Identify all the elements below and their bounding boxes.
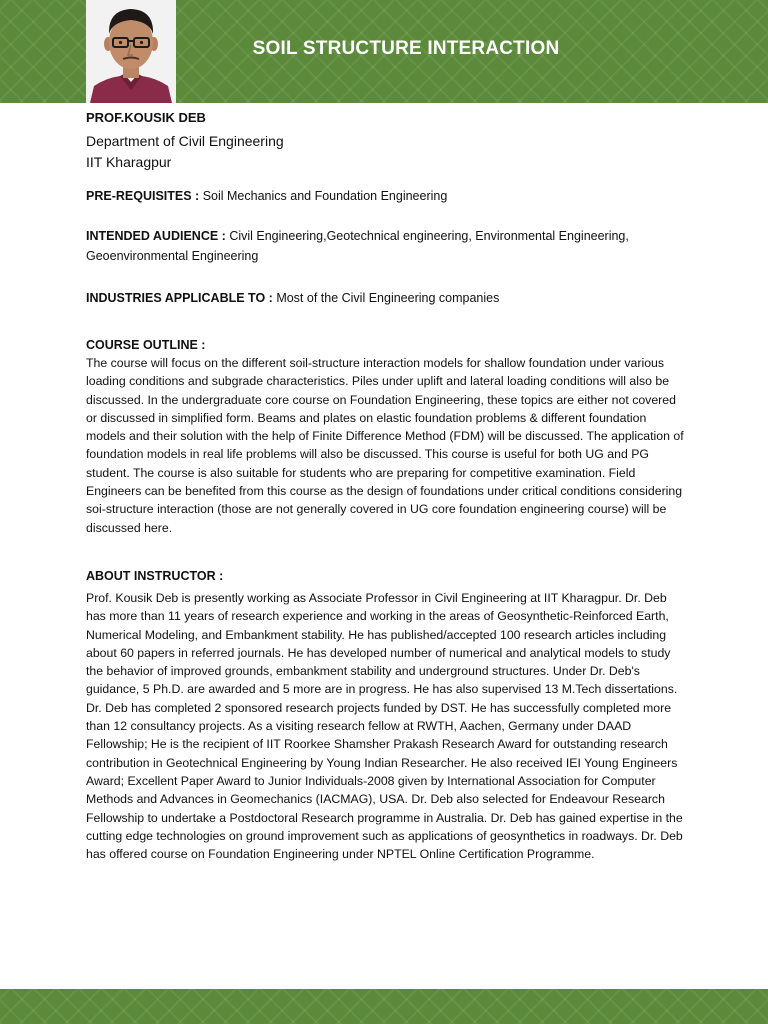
footer-band xyxy=(0,989,768,1024)
audience-row xyxy=(86,226,686,266)
prerequisites-row xyxy=(86,186,686,206)
instructor-institute: IIT Kharagpur xyxy=(86,154,172,170)
instructor-department: Department of Civil Engineering xyxy=(86,133,284,149)
about-instructor-heading: ABOUT INSTRUCTOR : xyxy=(86,568,224,583)
portrait-image xyxy=(86,0,176,103)
about-instructor-text: Prof. Kousik Deb is presently working as Associate Professor in Civil Engineering at IIT Kharagpur. Dr. Deb has more than 11 years of research experience and working in the areas of Geosynthetic-Reinforced Earth, Numerical Modeling, and Embankment stability. He has published/accepted 100 research articles including about 60 papers in referred journals. He has developed number of numerical and analytical models to study the behavior of improved grounds, embankment stability and underground structures. Under Dr. Deb's guidance, 5 Ph.D. are awarded and 5 more are in progress. He has also supervised 13 M.Tech dissertations. Dr. Deb has completed 2 sponsored research projects funded by DST. He has successfully completed more than 12 consultancy projects. As a visiting research fellow at RWTH, Aachen, Germany under DAAD Fellowship; He is the recipient of IIT Roorkee Shamsher Prakash Research Award for outstanding research contribution in Geotechnical Engineering by Young Indian Researcher. He also received IEI Young Engineers Award; Excellent Paper Award to Junior Individuals-2008 given by International Association for Computer Methods and Advances in Geomechanics (IACMAG), USA. Dr. Deb also selected for Endeavour Research Fellowship to undertake a Postdoctoral Research programme in Australia. Dr. Deb has gained expertise in the cutting edge technologies on ground improvement such as applications of geosynthetics in roadways. Dr. Deb has offered course on Foundation Engineering under NPTEL Online Certification Programme. xyxy=(86,590,683,862)
course-title: SOIL STRUCTURE INTERACTION xyxy=(252,38,560,59)
audience-label: INTENDED AUDIENCE : xyxy=(86,229,226,243)
prerequisites-value: Soil Mechanics and Foundation Engineering xyxy=(202,189,448,203)
prerequisites-label: PRE-REQUISITES : xyxy=(86,189,200,203)
industries-value: Most of the Civil Engineering companies xyxy=(276,291,500,305)
industries-label: INDUSTRIES APPLICABLE TO : xyxy=(86,291,273,305)
instructor-photo xyxy=(86,0,176,103)
instructor-name: PROF.KOUSIK DEB xyxy=(86,110,206,125)
main-content xyxy=(86,110,686,863)
course-outline-heading: COURSE OUTLINE : xyxy=(86,338,206,352)
audience-value: Civil Engineering,Geotechnical engineering, Environmental Engineering, Geoenvironmental Engineering xyxy=(86,229,629,263)
industries-row xyxy=(86,288,686,308)
course-outline-text: The course will focus on the different soil-structure interaction models for shallow foundation under various loading conditions and subgrade characteristics. Piles under uplift and lateral loading conditions will also be discussed. In the undergraduate core course on Foundation Engineering, these topics are either not covered or discussed in simplified form. Beams and plates on elastic foundation problems & different foundation models and their solution with the help of Finite Difference Method (FDM) will be discussed. The application of foundation models in real life problems will also be discussed. This course is useful for both UG and PG student. The course is also suitable for students who are preparing for competitive examination. Field Engineers can be benefited from this course as the design of foundations under critical conditions considering soi-structure interaction (those are not generally covered in UG core foundation engineering course) will be discussed here. xyxy=(86,356,684,535)
